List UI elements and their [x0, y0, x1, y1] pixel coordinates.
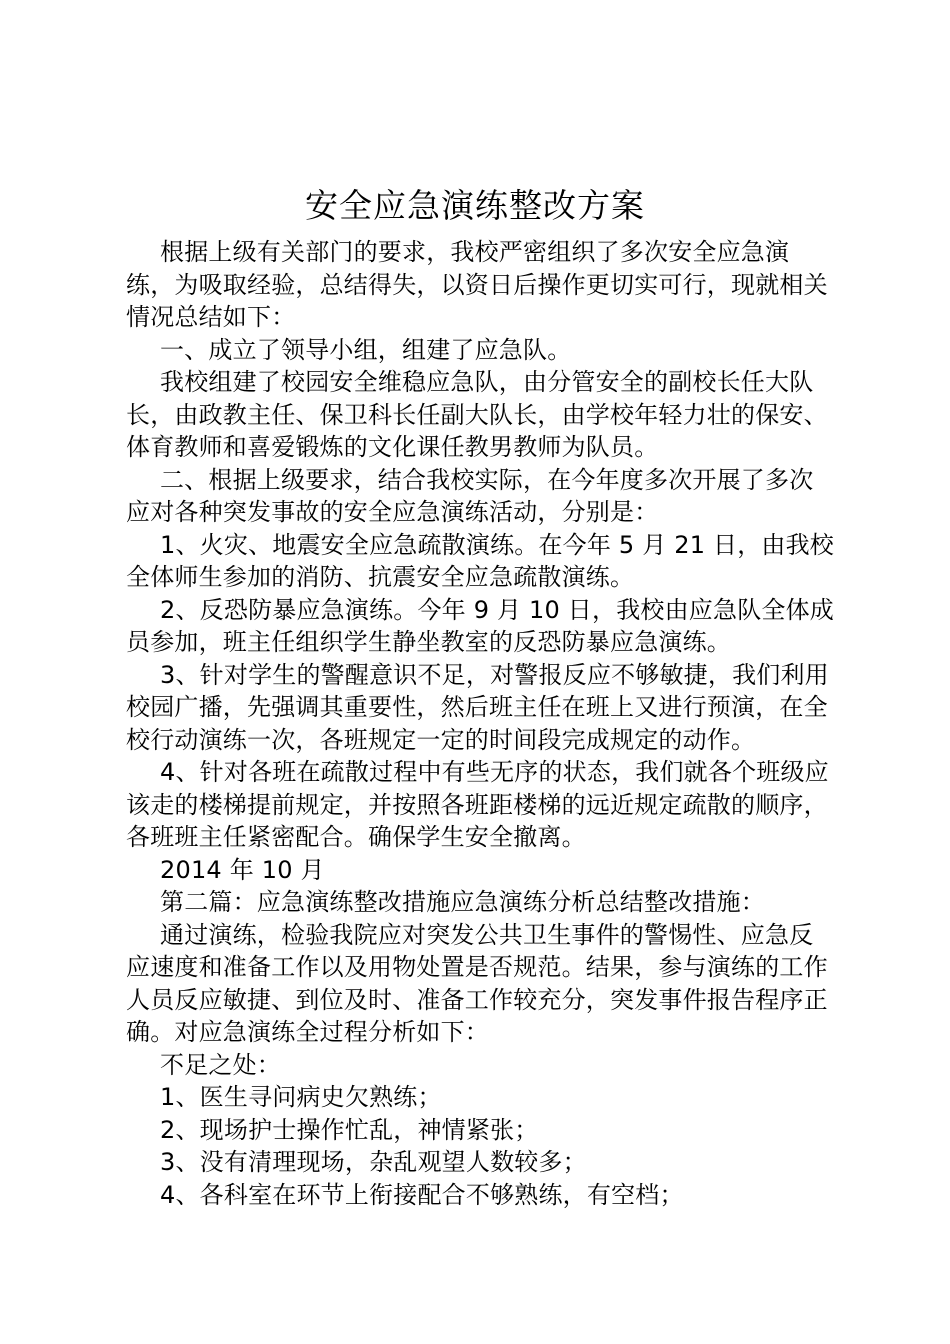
- paragraph: 3、针对学生的警醒意识不足，对警报反应不够敏捷，我们利用校园广播，先强调其重要性，然后班主任在班上又进行预演，在全校行动演练一次，各班规定一定的时间段完成规定的动作。: [126, 660, 829, 754]
- list-item: 2、现场护士操作忙乱，神情紧张；: [160, 1115, 539, 1144]
- list-item: 3、没有清理现场，杂乱观望人数较多；: [160, 1148, 587, 1176]
- date-line: 2014 年 10 月: [160, 855, 325, 884]
- paragraph: 1、火灾、地震安全应急疏散演练。在今年 5 月 21 日，由我校全体师生参加的消防、抗震安全应急疏散演练。: [126, 530, 834, 591]
- paragraph: 通过演练，检验我院应对突发公共卫生事件的警惕性、应急反应速度和准备工作以及用物处置是否规范。结果，参与演练的工作人员反应敏捷、到位及时、准备工作较充分，突发事件报告程序正确。对应急演练全过程分析如下：: [126, 920, 828, 1046]
- list-item: 4、各科室在环节上衔接配合不够熟练，有空档；: [160, 1180, 684, 1209]
- list-item: 1、医生寻问病史欠熟练；: [160, 1083, 442, 1111]
- paragraph: 我校组建了校园安全维稳应急队，由分管安全的副校长任大队长，由政教主任、保卫科长任副大队长，由学校年轻力壮的保安、体育教师和喜爱锻炼的文化课任教男教师为队员。: [126, 368, 828, 461]
- document-title: 安全应急演练整改方案: [305, 186, 645, 225]
- paragraph: 不足之处：: [160, 1050, 281, 1079]
- section-heading: 第二篇：应急演练整改措施应急演练分析总结整改措施：: [160, 888, 765, 916]
- paragraph: 一、成立了领导小组，组建了应急队。: [160, 335, 572, 364]
- paragraph: 2、反恐防暴应急演练。今年 9 月 10 日，我校由应急队全体成员参加，班主任组织学生静坐教室的反恐防暴应急演练。: [126, 595, 834, 656]
- paragraph: 4、针对各班在疏散过程中有些无序的状态，我们就各个班级应该走的楼梯提前规定，并按照各班距楼梯的远近规定疏散的顺序，各班班主任紧密配合。确保学生安全撤离。: [126, 758, 829, 851]
- paragraph: 二、根据上级要求，结合我校实际，在今年度多次开展了多次应对各种突发事故的安全应急演练活动，分别是：: [126, 465, 814, 526]
- document-body: [126, 236, 834, 1211]
- paragraph: 根据上级有关部门的要求，我校严密组织了多次安全应急演练，为吸取经验，总结得失，以资日后操作更切实可行，现就相关情况总结如下：: [126, 238, 828, 331]
